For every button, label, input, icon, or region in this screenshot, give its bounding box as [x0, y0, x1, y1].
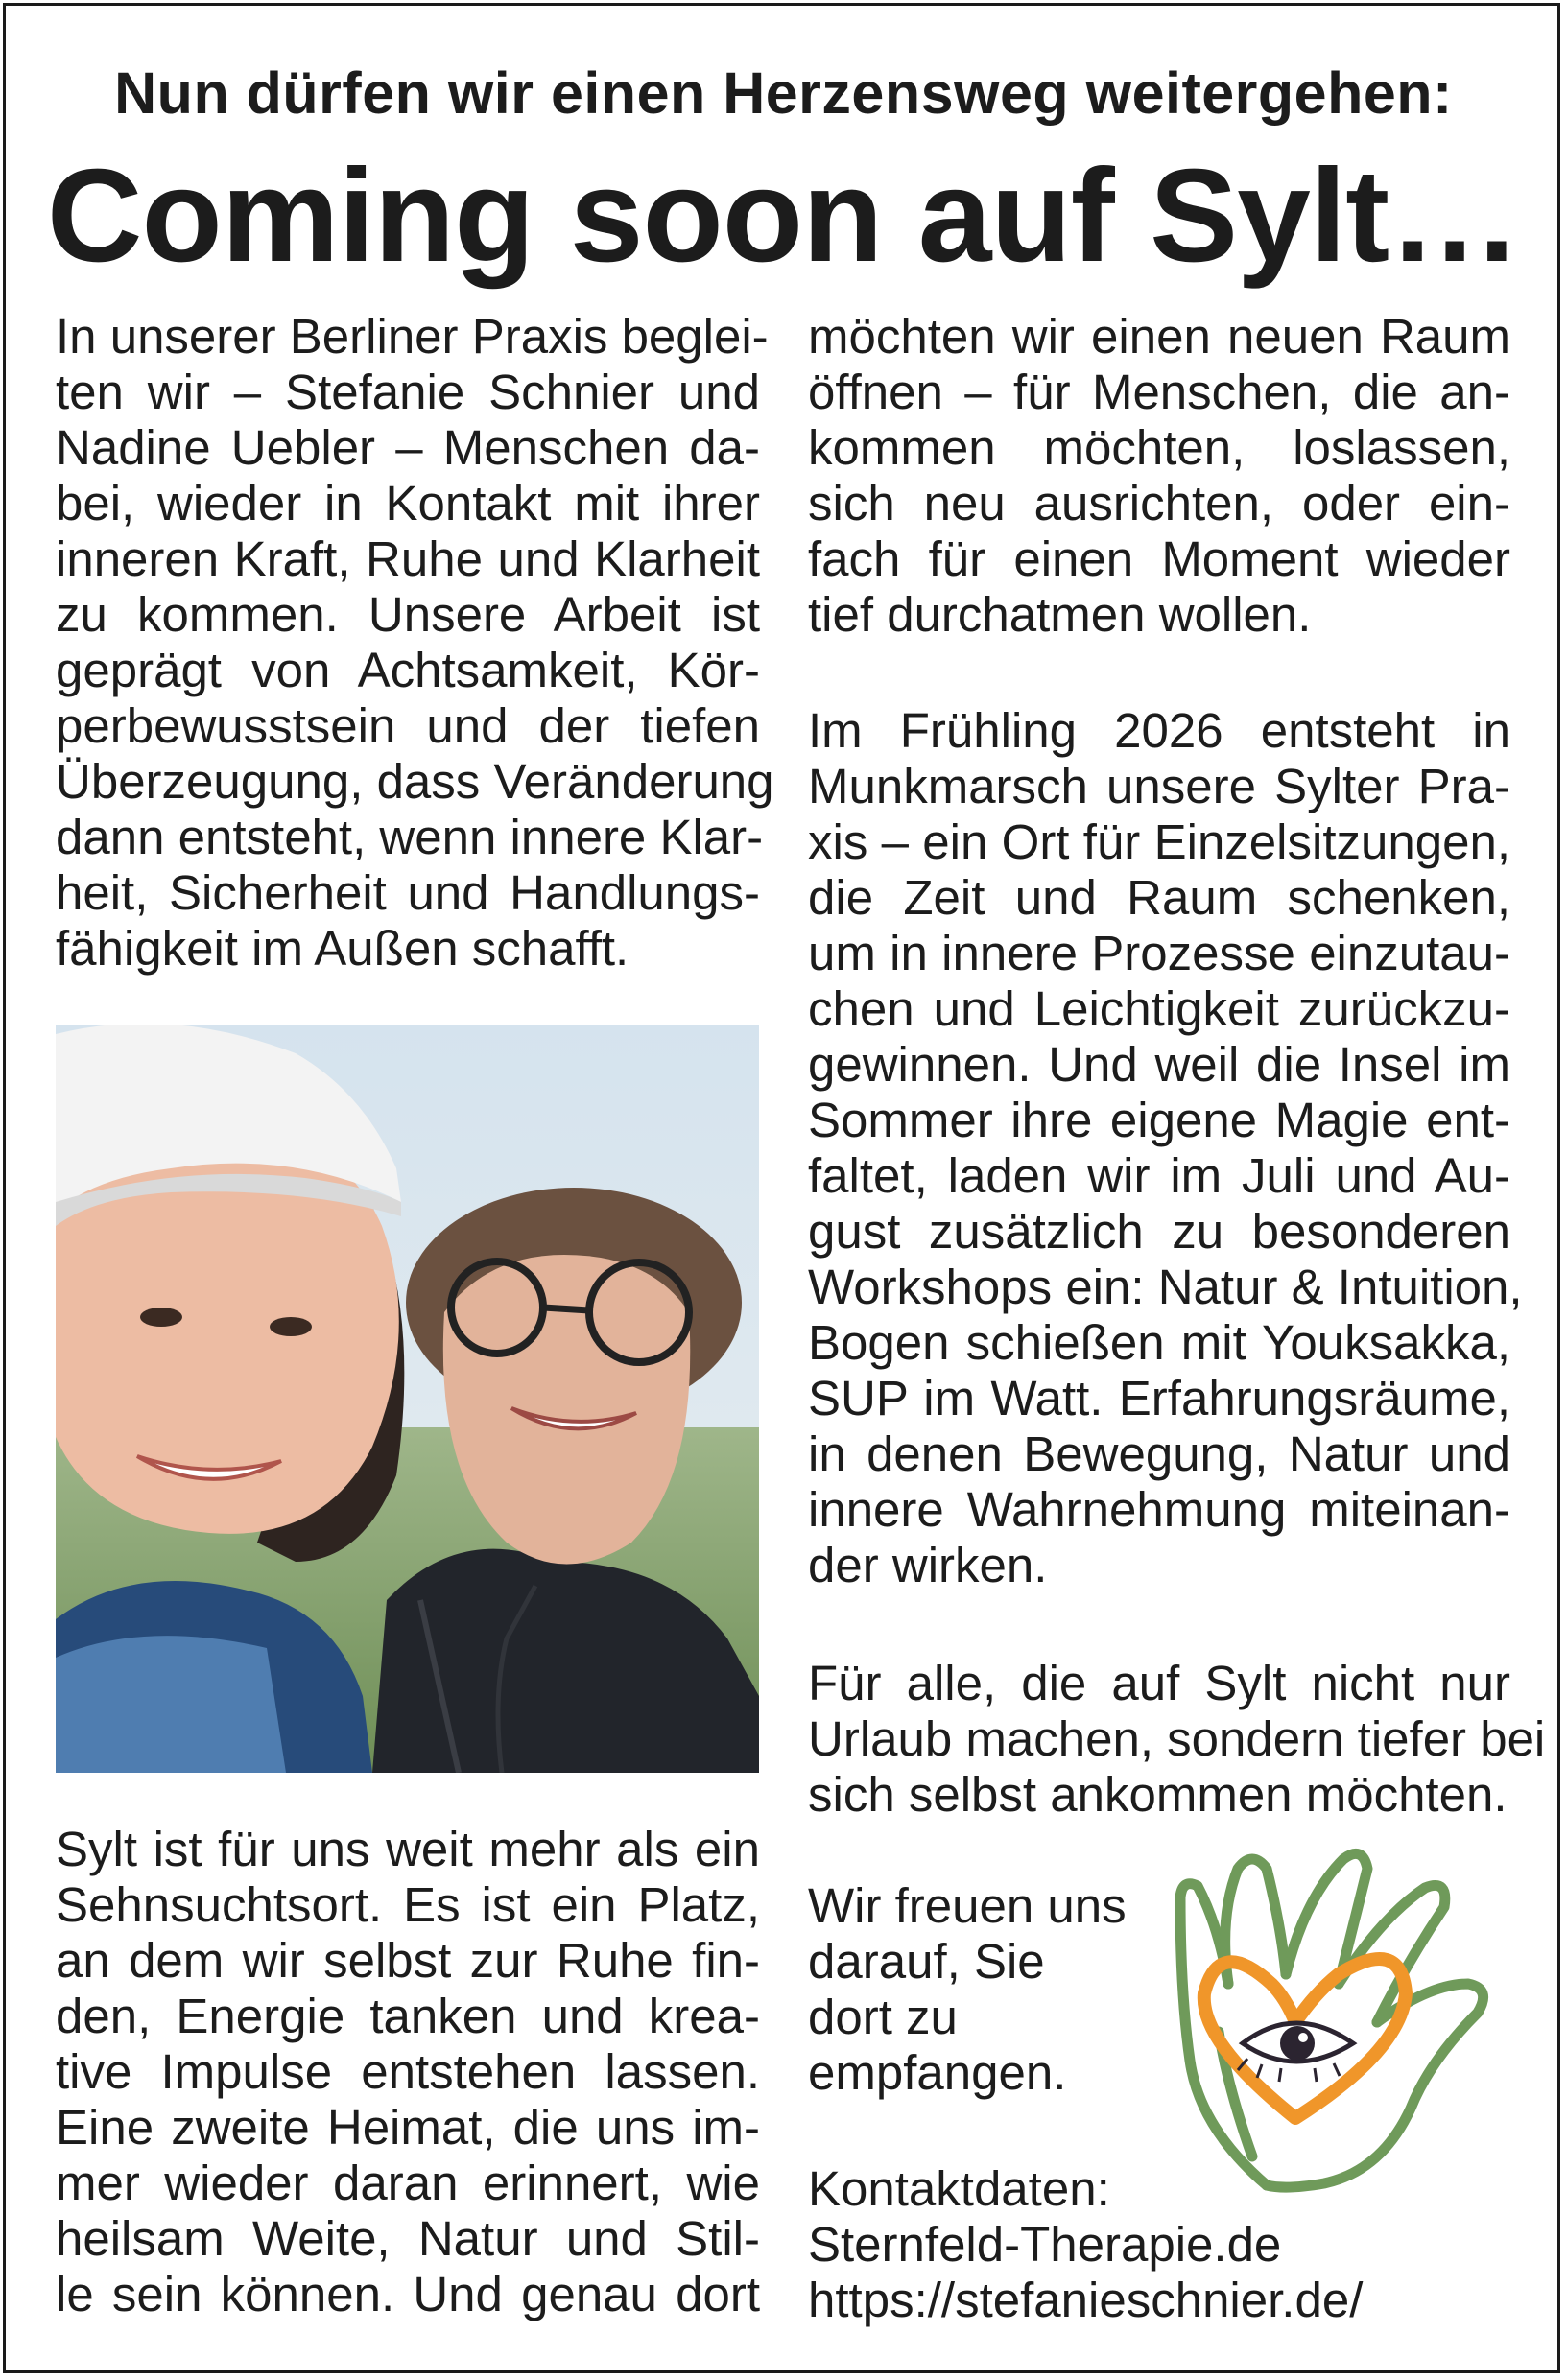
text-line: heit, Sicherheit und Handlungs- [56, 865, 760, 920]
text-line: chen und Leichtigkeit zurückzu- [808, 981, 1510, 1036]
text-line: Überzeugung, dass Veränderung [56, 754, 774, 809]
text-line: innere Wahrnehmung miteinan- [808, 1482, 1510, 1537]
paragraph-welcome [808, 1878, 1173, 2101]
text-line: tive Impulse entstehen lassen. [56, 2044, 760, 2099]
text-line: um in innere Prozesse einzutau- [808, 926, 1510, 980]
text-line: die Zeit und Raum schenken, [808, 870, 1510, 925]
headline: Coming soon auf Sylt… [46, 142, 1521, 290]
text-line: geprägt von Achtsamkeit, Kör- [56, 643, 760, 697]
text-line: Urlaub machen, sondern tiefer bei [808, 1711, 1546, 1766]
text-line: Für alle, die auf Sylt nicht nur [808, 1656, 1510, 1710]
text-line: empfangen. [808, 2045, 1067, 2100]
text-line: bei, wieder in Kontakt mit ihrer [56, 476, 760, 530]
contact-website-schnier: https://stefanieschnier.de/ [808, 2273, 1364, 2327]
text-line: faltet, laden wir im Juli und Au- [808, 1148, 1510, 1203]
text-line: perbewusstsein und der tiefen [56, 698, 760, 753]
text-line: ten wir – Stefanie Schnier und [56, 365, 760, 419]
text-line: sich selbst ankommen möchten. [808, 1767, 1508, 1822]
text-line: Nadine Uebler – Menschen da- [56, 420, 760, 475]
text-line: Sylt ist für uns weit mehr als ein [56, 1822, 760, 1876]
text-line: xis – ein Ort für Einzelsitzungen, [808, 814, 1510, 869]
text-line: zu kommen. Unsere Arbeit ist [56, 587, 760, 642]
text-line: heilsam Weite, Natur und Stil- [56, 2211, 760, 2266]
text-line: mer wieder daran erinnert, wie [56, 2156, 760, 2210]
paragraph-spring-2026 [808, 703, 1523, 1593]
text-line: den, Energie tanken und krea- [56, 1989, 760, 2043]
text-line: kommen möchten, loslassen, [808, 420, 1510, 475]
text-line: dann entsteht, wenn innere Klar- [56, 810, 764, 864]
contact-website-sternfeld: Sternfeld-Therapie.de [808, 2217, 1282, 2272]
text-line: der wirken. [808, 1538, 1048, 1592]
text-line: sich neu ausrichten, oder ein- [808, 476, 1510, 530]
text-line: Workshops ein: Natur & Intuition, [808, 1260, 1523, 1314]
paragraph-for-all [808, 1656, 1546, 1823]
text-line: Eine zweite Heimat, die uns im- [56, 2100, 760, 2155]
text-line: fähigkeit im Außen schafft. [56, 921, 629, 976]
text-line: Sehnsuchtsort. Es ist ein Platz, [56, 1877, 760, 1932]
photo [56, 1025, 759, 1773]
text-line: le sein können. Und genau dort [56, 2267, 760, 2321]
text-line: Sommer ihre eigene Magie ent- [808, 1093, 1510, 1147]
text-line: öffnen – für Menschen, die an- [808, 365, 1510, 419]
text-line: möchten wir einen neuen Raum [808, 309, 1510, 364]
text-line: fach für einen Moment wieder [808, 531, 1510, 586]
text-line: in denen Bewegung, Natur und [808, 1426, 1510, 1481]
paragraph-new-space [808, 309, 1510, 643]
paragraph-intro [56, 309, 774, 977]
text-line: Bogen schießen mit Youksakka, [808, 1315, 1510, 1370]
text-line: Im Frühling 2026 entsteht in [808, 703, 1510, 758]
text-line: inneren Kraft, Ruhe und Klarheit [56, 531, 760, 586]
text-line: darauf, Sie [808, 1934, 1045, 1989]
subheadline: Nun dürfen wir einen Herzensweg weitergehen: [114, 60, 1453, 126]
text-line: an dem wir selbst zur Ruhe fin- [56, 1933, 760, 1988]
text-line: Wir freuen uns [808, 1878, 1127, 1933]
paragraph-sylt [56, 1822, 760, 2322]
text-line: tief durchatmen wollen. [808, 587, 1312, 642]
hand-heart-eye-logo [1161, 1840, 1507, 2195]
text-line: In unserer Berliner Praxis beglei- [56, 309, 769, 364]
text-line: SUP im Watt. Erfahrungsräume, [808, 1371, 1510, 1426]
text-line: gust zusätzlich zu besonderen [808, 1204, 1510, 1259]
contact-label: Kontaktdaten: [808, 2161, 1110, 2216]
text-line: Munkmarsch unsere Sylter Pra- [808, 759, 1510, 813]
text-line: dort zu [808, 1990, 958, 2044]
text-line: gewinnen. Und weil die Insel im [808, 1037, 1510, 1092]
